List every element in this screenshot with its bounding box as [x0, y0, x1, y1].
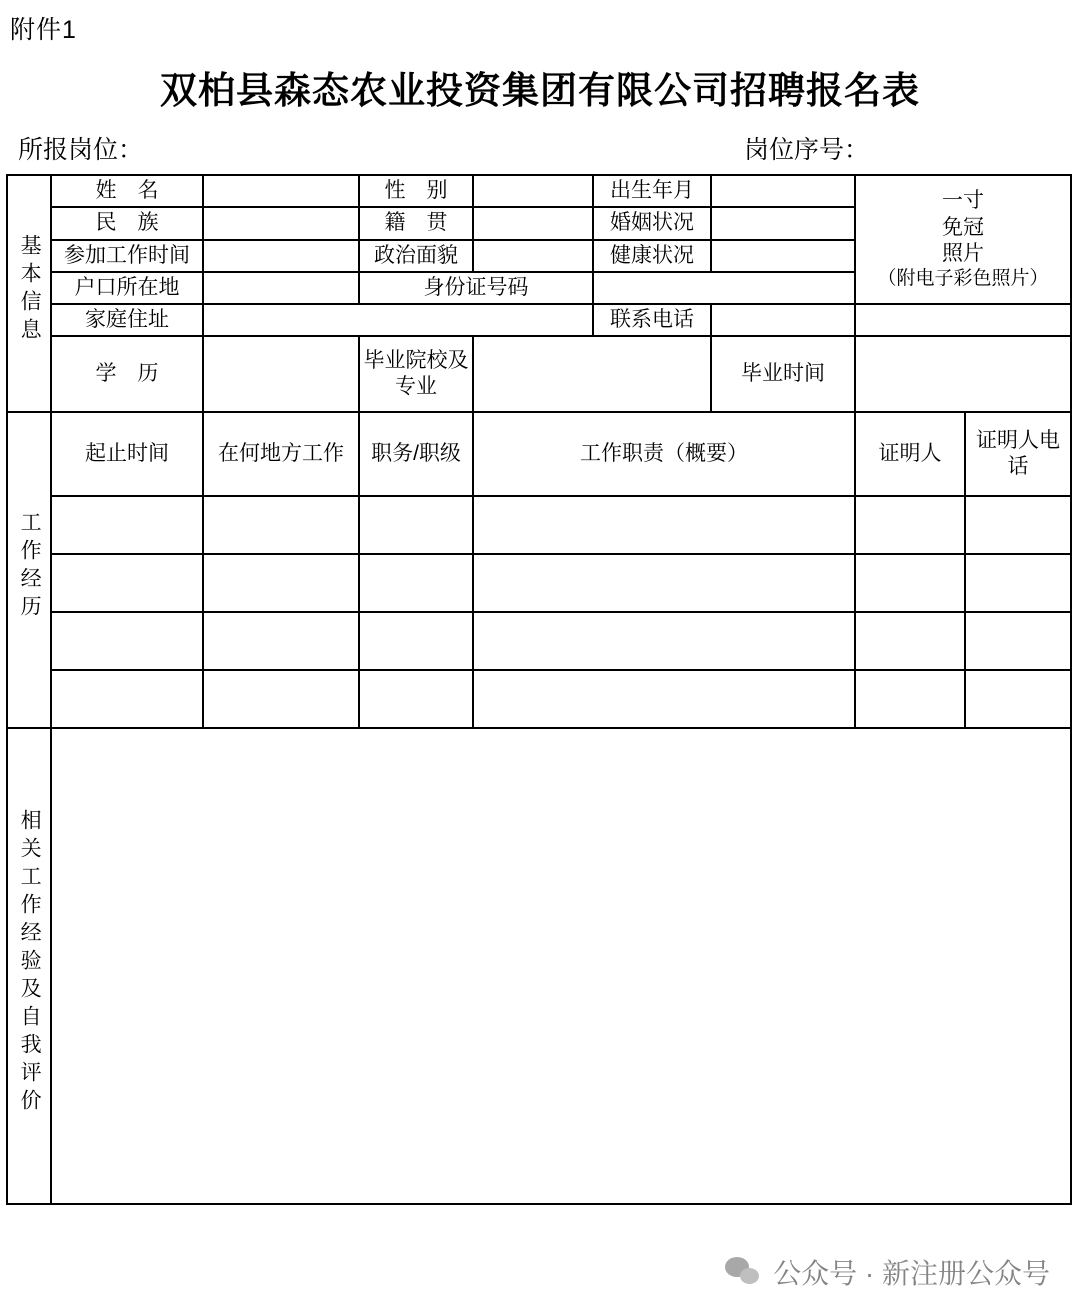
label-marital-status: 婚姻状况 — [593, 207, 711, 239]
label-native-place: 籍 贯 — [359, 207, 473, 239]
cell-duties[interactable] — [473, 612, 855, 670]
watermark-text: 公众号 · 新注册公众号 — [773, 1258, 1050, 1289]
label-education: 学 历 — [51, 336, 203, 412]
table-row — [7, 496, 1071, 554]
label-home-address: 家庭住址 — [51, 304, 203, 336]
table-row — [7, 670, 1071, 728]
photo-line-2: 免冠 — [942, 215, 984, 239]
cell-workplace[interactable] — [203, 612, 359, 670]
value-phone-extra[interactable] — [855, 304, 1071, 336]
cell-workplace[interactable] — [203, 670, 359, 728]
application-form-table — [6, 174, 1072, 1205]
cell-workplace[interactable] — [203, 554, 359, 612]
label-id-number: 身份证号码 — [359, 272, 593, 304]
section-label-basic-info — [7, 175, 51, 412]
value-native-place[interactable] — [473, 207, 593, 239]
header-referee: 证明人 — [855, 412, 965, 496]
wechat-icon — [725, 1257, 761, 1287]
cell-position[interactable] — [359, 612, 473, 670]
label-school-major: 毕业院校及专业 — [359, 336, 473, 412]
section-label-work-experience-text: 工作经历 — [18, 510, 42, 623]
label-political-status: 政治面貌 — [359, 240, 473, 272]
cell-referee-phone[interactable] — [965, 612, 1071, 670]
value-name[interactable] — [203, 175, 359, 207]
cell-referee[interactable] — [855, 612, 965, 670]
value-work-start[interactable] — [203, 240, 359, 272]
cell-duties[interactable] — [473, 670, 855, 728]
label-birth-date: 出生年月 — [593, 175, 711, 207]
header-fields — [14, 130, 1066, 164]
attachment-label: 附件1 — [10, 16, 77, 44]
post-sequence-label: 岗位序号： — [744, 136, 870, 164]
header-workplace: 在何地方工作 — [203, 412, 359, 496]
cell-referee-phone[interactable] — [965, 670, 1071, 728]
page-title: 双柏县森态农业投资集团有限公司招聘报名表 — [160, 71, 920, 112]
value-id-number[interactable] — [593, 272, 855, 304]
table-row — [7, 336, 1071, 412]
value-gender[interactable] — [473, 175, 593, 207]
label-gender: 性 别 — [359, 175, 473, 207]
value-school-major[interactable] — [473, 336, 711, 412]
label-household: 户口所在地 — [51, 272, 203, 304]
section-label-self-evaluation-text: 相关工作经验及自我评价 — [18, 808, 42, 1117]
cell-position[interactable] — [359, 670, 473, 728]
self-evaluation-textarea[interactable] — [51, 728, 1071, 1204]
value-marital-status[interactable] — [711, 207, 855, 239]
label-graduation-time: 毕业时间 — [711, 336, 855, 412]
label-health-status: 健康状况 — [593, 240, 711, 272]
cell-period[interactable] — [51, 554, 203, 612]
cell-referee-phone[interactable] — [965, 496, 1071, 554]
header-referee-phone: 证明人电话 — [965, 412, 1071, 496]
cell-duties[interactable] — [473, 554, 855, 612]
section-label-work-experience — [7, 412, 51, 728]
cell-period[interactable] — [51, 612, 203, 670]
header-period: 起止时间 — [51, 412, 203, 496]
photo-placeholder[interactable] — [855, 175, 1071, 304]
cell-referee[interactable] — [855, 554, 965, 612]
photo-line-1: 一寸 — [942, 189, 984, 213]
table-row — [7, 554, 1071, 612]
table-row — [7, 612, 1071, 670]
label-work-start: 参加工作时间 — [51, 240, 203, 272]
table-row — [7, 175, 1071, 207]
value-education[interactable] — [203, 336, 359, 412]
photo-line-3: 照片 — [942, 241, 984, 265]
cell-period[interactable] — [51, 670, 203, 728]
table-row — [7, 304, 1071, 336]
header-duties: 工作职责（概要） — [473, 412, 855, 496]
value-birth-date[interactable] — [711, 175, 855, 207]
label-name: 姓 名 — [51, 175, 203, 207]
value-household[interactable] — [203, 272, 359, 304]
section-label-basic-info-text: 基本信息 — [18, 234, 42, 346]
cell-referee[interactable] — [855, 496, 965, 554]
photo-note: （附电子彩色照片） — [877, 268, 1049, 289]
table-row — [7, 728, 1071, 1204]
value-health-status[interactable] — [711, 240, 855, 272]
cell-workplace[interactable] — [203, 496, 359, 554]
cell-duties[interactable] — [473, 496, 855, 554]
cell-position[interactable] — [359, 496, 473, 554]
header-position: 职务/职级 — [359, 412, 473, 496]
value-graduation-time[interactable] — [855, 336, 1071, 412]
section-label-self-evaluation — [7, 728, 51, 1204]
value-political-status[interactable] — [473, 240, 593, 272]
value-home-address[interactable] — [203, 304, 593, 336]
watermark — [725, 1252, 1050, 1292]
cell-period[interactable] — [51, 496, 203, 554]
label-ethnicity: 民 族 — [51, 207, 203, 239]
table-row — [7, 412, 1071, 496]
applied-post-label: 所报岗位： — [18, 136, 144, 164]
label-phone: 联系电话 — [593, 304, 711, 336]
cell-referee[interactable] — [855, 670, 965, 728]
cell-referee-phone[interactable] — [965, 554, 1071, 612]
cell-position[interactable] — [359, 554, 473, 612]
value-ethnicity[interactable] — [203, 207, 359, 239]
value-phone[interactable] — [711, 304, 855, 336]
